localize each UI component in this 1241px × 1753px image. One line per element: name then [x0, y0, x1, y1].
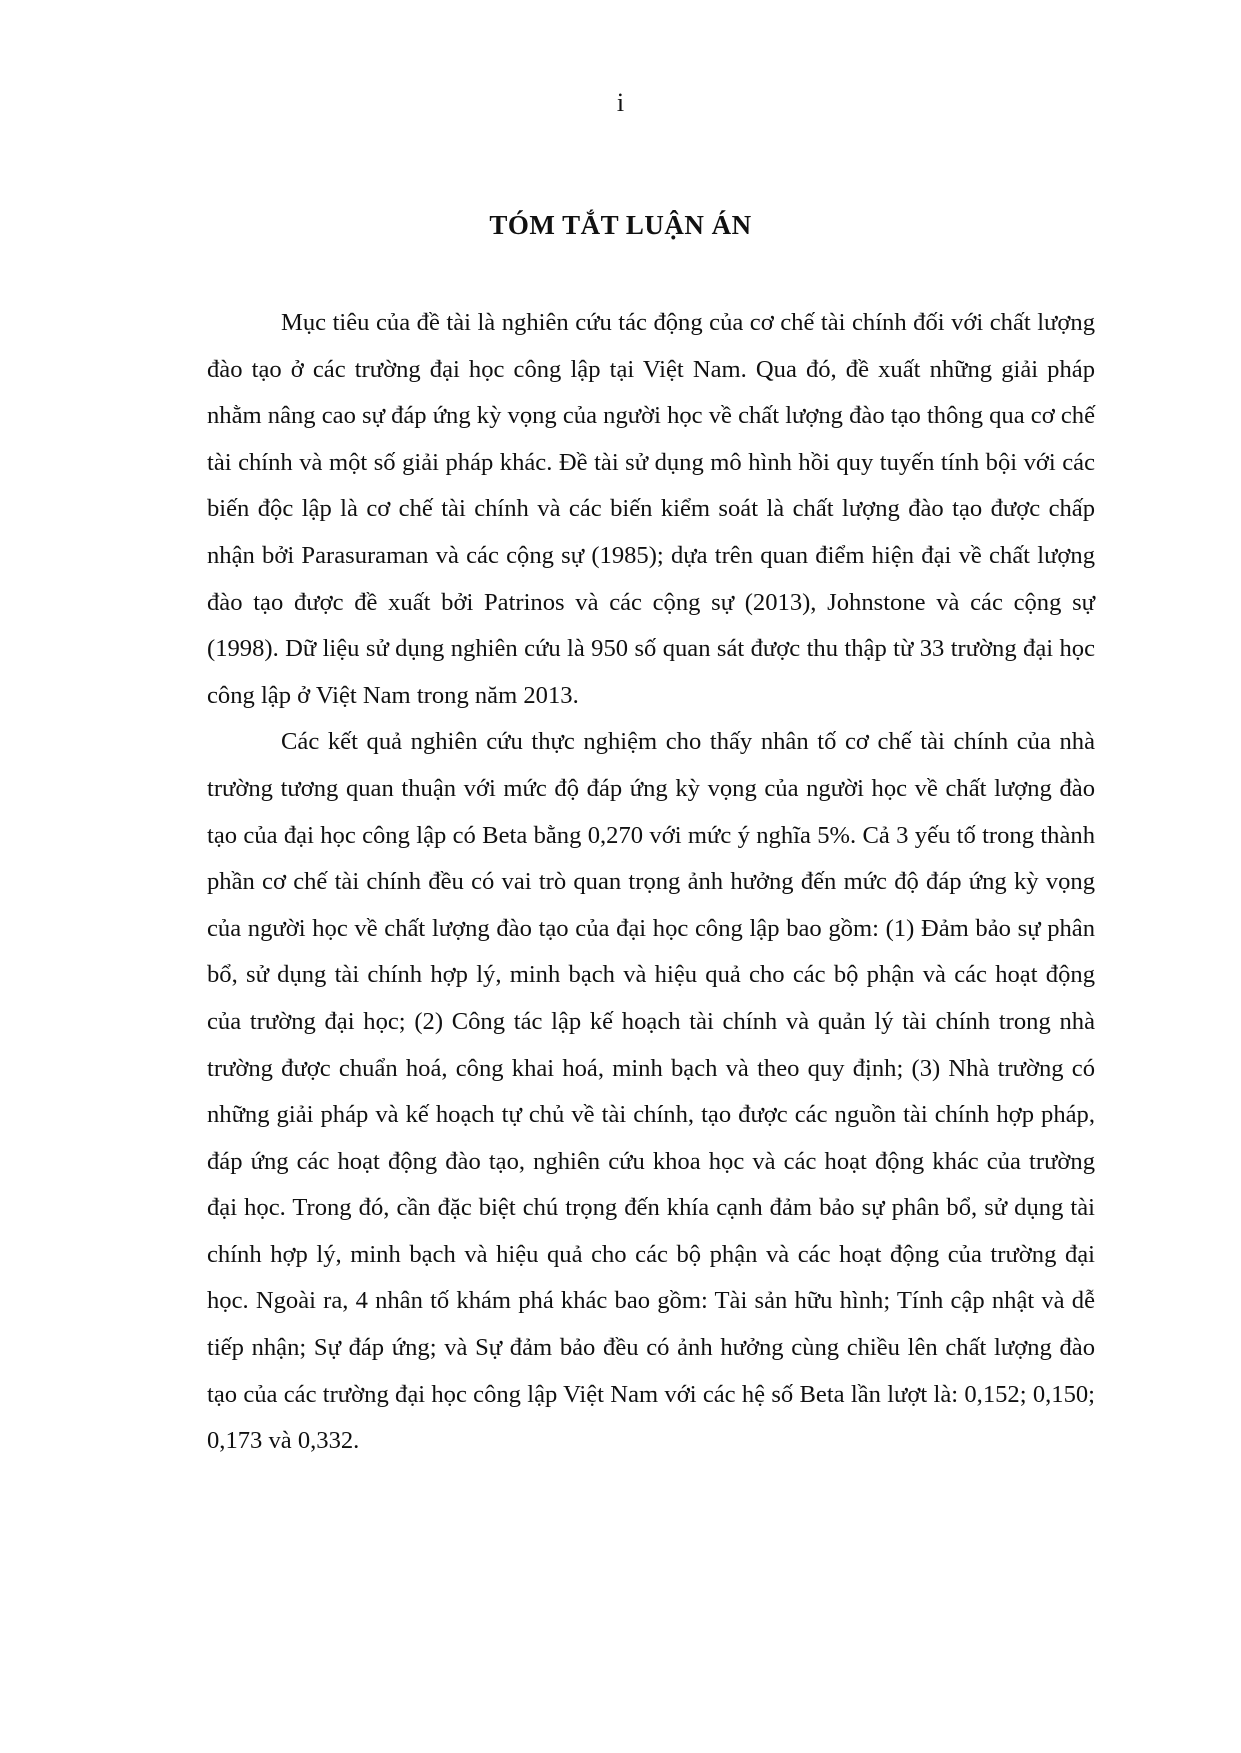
page-title: TÓM TẮT LUẬN ÁN	[489, 210, 752, 240]
paragraph-results: Các kết quả nghiên cứu thực nghiệm cho thấy nhân tố cơ chế tài chính của nhà trường tương quan thuận với mức độ đáp ứng kỳ vọng của người học về chất lượng đào tạo của đại học công lập có Beta bằng 0,270 với mức ý nghĩa 5%. Cả 3 yếu tố trong thành phần cơ chế tài chính đều có vai trò quan trọng ảnh hưởng đến mức độ đáp ứng kỳ vọng của người học về chất lượng đào tạo của đại học công lập bao gồm: (1) Đảm bảo sự phân bổ, sử dụng tài chính hợp lý, minh bạch và hiệu quả cho các bộ phận và các hoạt động của trường đại học; (2) Công tác lập kế hoạch tài chính và quản lý tài chính trong nhà trường được chuẩn hoá, công khai hoá, minh bạch và theo quy định; (3) Nhà trường có những giải pháp và kế hoạch tự chủ về tài chính, tạo được các nguồn tài chính hợp pháp, đáp ứng các hoạt động đào tạo, nghiên cứu khoa học và các hoạt động khác của trường đại học. Trong đó, cần đặc biệt chú trọng đến khía cạnh đảm bảo sự phân bổ, sử dụng tài chính hợp lý, minh bạch và hiệu quả cho các bộ phận và các hoạt động của trường đại học. Ngoài ra, 4 nhân tố khám phá khác bao gồm: Tài sản hữu hình; Tính cập nhật và dễ tiếp nhận; Sự đáp ứng; và Sự đảm bảo đều có ảnh hưởng cùng chiều lên chất lượng đào tạo của các trường đại học công lập Việt Nam với các hệ số Beta lần lượt là: 0,152; 0,150; 0,173 và 0,332.	[207, 728, 1095, 1455]
body-text	[207, 300, 1095, 1465]
page-number: i	[616, 88, 625, 117]
paragraph-objective: Mục tiêu của đề tài là nghiên cứu tác động của cơ chế tài chính đối với chất lượng đào tạo ở các trường đại học công lập tại Việt Nam. Qua đó, đề xuất những giải pháp nhằm nâng cao sự đáp ứng kỳ vọng của người học về chất lượng đào tạo thông qua cơ chế tài chính và một số giải pháp khác. Đề tài sử dụng mô hình hồi quy tuyến tính bội với các biến độc lập là cơ chế tài chính và các biến kiểm soát là chất lượng đào tạo được chấp nhận bởi Parasuraman và các cộng sự (1985); dựa trên quan điểm hiện đại về chất lượng đào tạo được đề xuất bởi Patrinos và các cộng sự (2013), Johnstone và các cộng sự (1998). Dữ liệu sử dụng nghiên cứu là 950 số quan sát được thu thập từ 33 trường đại học công lập ở Việt Nam trong năm 2013.	[207, 309, 1095, 709]
